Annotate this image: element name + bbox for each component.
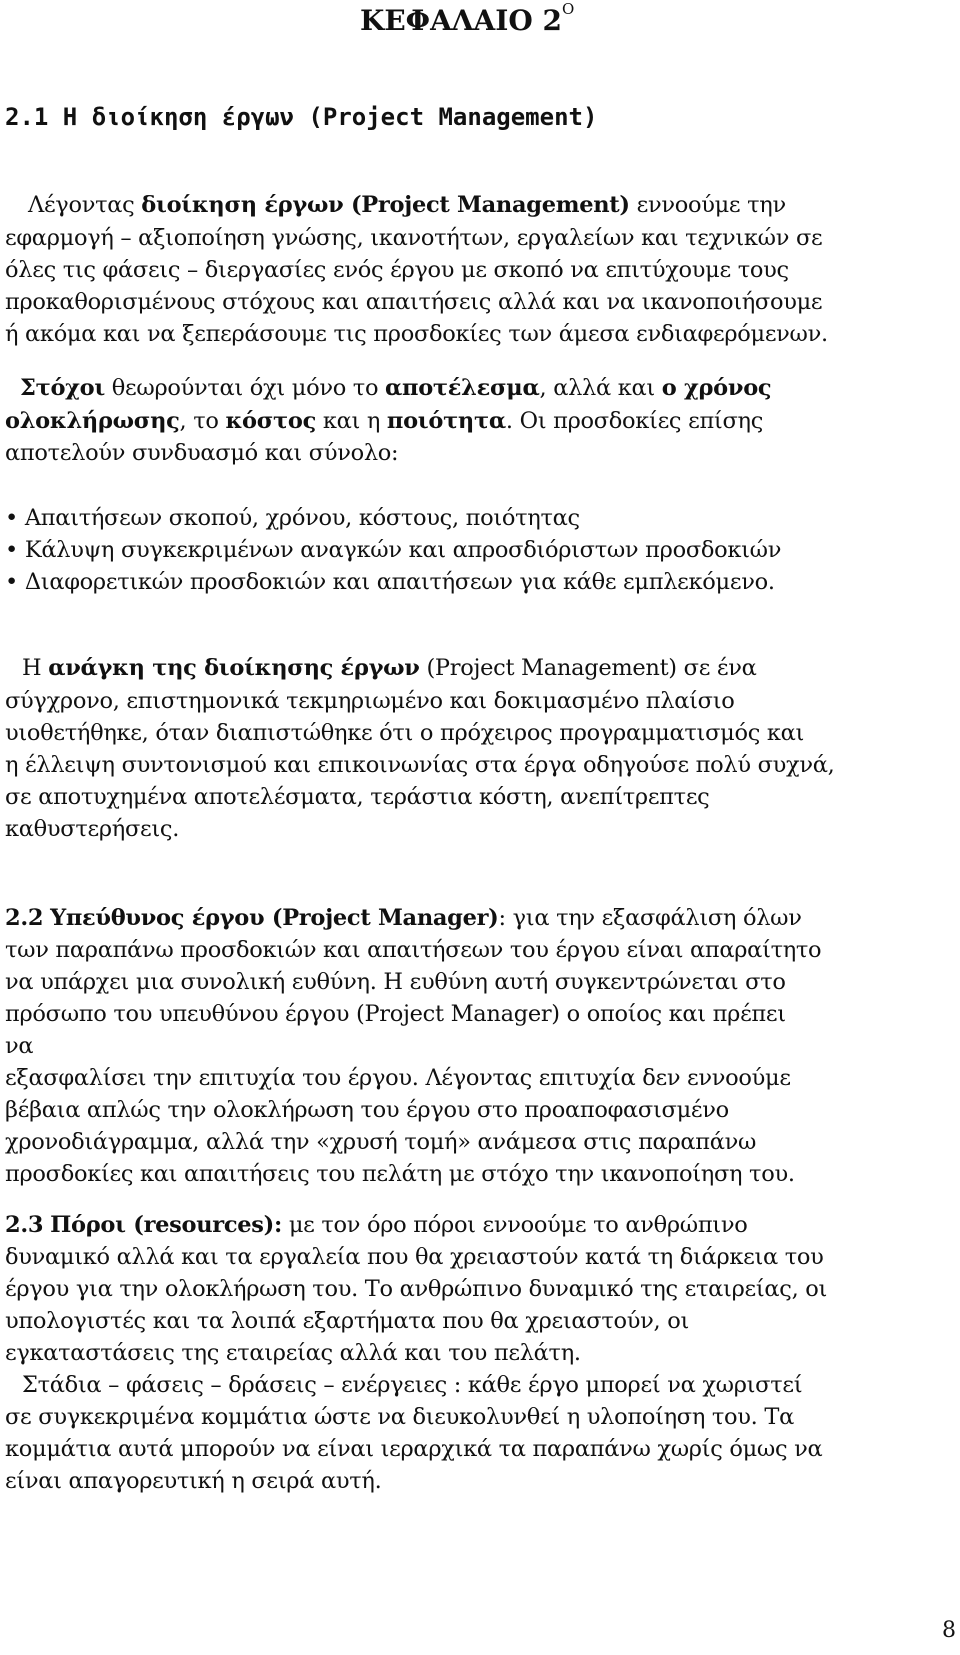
text: με τον όρο πόροι εννοούμε το ανθρώπινο bbox=[282, 1212, 748, 1238]
para1-line4: προκαθορισμένους στόχους και απαιτήσεις αλλά και να ικανοποιήσουμε bbox=[5, 289, 823, 315]
para3-line2: σύγχρονο, επιστημονικά τεκμηριωμένο και δοκιμασμένο πλαίσιο bbox=[5, 688, 735, 714]
bullet-item bbox=[5, 537, 781, 563]
text: , αλλά και bbox=[539, 375, 662, 401]
section-2-3-line7: σε συγκεκριμένα κομμάτια ώστε να διευκολυνθεί η υλοποίηση του. Τα bbox=[5, 1404, 794, 1430]
text: θεωρούνται όχι μόνο το bbox=[104, 375, 386, 401]
section-number: 2.3 bbox=[5, 1212, 44, 1238]
text: Η bbox=[22, 655, 49, 681]
bold-term: κόστος bbox=[225, 408, 316, 434]
para2-line3: αποτελούν συνδυασμό και σύνολο: bbox=[5, 440, 399, 466]
section-title: Υπεύθυνος έργου (Project Manager) bbox=[50, 905, 499, 931]
text: (Project Management) σε ένα bbox=[419, 655, 757, 681]
section-2-3-line4: υπολογιστές και τα λοιπά εξαρτήματα που θα χρειαστούν, οι bbox=[5, 1308, 689, 1334]
para2-line1 bbox=[20, 375, 771, 401]
bullet-icon: • bbox=[5, 569, 18, 595]
text: εννοούμε την bbox=[629, 192, 786, 218]
text: . Οι προσδοκίες επίσης bbox=[505, 408, 763, 434]
bold-term: ποιότητα bbox=[386, 408, 506, 434]
page-number: 8 bbox=[942, 1618, 956, 1643]
para3-line6: καθυστερήσεις. bbox=[5, 816, 180, 842]
section-number: 2.2 bbox=[5, 905, 44, 931]
section-2-2-line9: προσδοκίες και απαιτήσεις του πελάτη με στόχο την ικανοποίηση του. bbox=[5, 1161, 795, 1187]
section-title: Πόροι (resources): bbox=[50, 1212, 282, 1238]
bold-term: ανάγκη της διοίκησης έργων bbox=[48, 655, 420, 681]
para3-line3: υιοθετήθηκε, όταν διαπιστώθηκε ότι ο πρόχειρος προγραμματισμός και bbox=[5, 720, 805, 746]
text: , το bbox=[179, 408, 226, 434]
section-2-3-line8: κομμάτια αυτά μπορούν να είναι ιεραρχικά τα παραπάνω χωρίς όμως να bbox=[5, 1436, 823, 1462]
section-2-3-line3: έργου για την ολοκλήρωση του. Το ανθρώπινο δυναμικό της εταιρείας, οι bbox=[5, 1276, 828, 1302]
section-2-1-title: 2.1 Η διοίκηση έργων (Project Management) bbox=[5, 103, 598, 131]
para1-line1 bbox=[28, 192, 786, 218]
text: : για την εξασφάλιση όλων bbox=[498, 905, 802, 931]
bullet-icon: • bbox=[5, 537, 18, 563]
para3-line1 bbox=[22, 655, 757, 681]
chapter-superscript: Ο bbox=[561, 0, 575, 18]
bold-term: διοίκηση έργων (Project Management) bbox=[141, 192, 630, 218]
para1-line3: όλες τις φάσεις – διεργασίες ενός έργου με σκοπό να επιτύχουμε τους bbox=[5, 257, 789, 283]
section-2-2-line5: να bbox=[5, 1033, 34, 1059]
bullet-text: Κάλυψη συγκεκριμένων αναγκών και απροσδιόριστων προσδοκιών bbox=[24, 537, 782, 563]
bold-term: ο χρόνος bbox=[661, 375, 772, 401]
section-2-3-line9: είναι απαγορευτική η σειρά αυτή. bbox=[5, 1468, 382, 1494]
section-2-2-line7: βέβαια απλώς την ολοκλήρωση του έργου στο προαποφασισμένο bbox=[5, 1097, 729, 1123]
bold-term: αποτέλεσμα bbox=[385, 375, 540, 401]
para1-line5: ή ακόμα και να ξεπεράσουμε τις προσδοκίες των άμεσα ενδιαφερόμενων. bbox=[5, 321, 828, 347]
bullet-item bbox=[5, 569, 775, 595]
section-2-2-line3: να υπάρχει μια συνολική ευθύνη. Η ευθύνη αυτή συγκεντρώνεται στο bbox=[5, 969, 786, 995]
para3-line4: η έλλειψη συντονισμού και επικοινωνίας στα έργα οδηγούσε πολύ συχνά, bbox=[5, 752, 835, 778]
text: και η bbox=[316, 408, 387, 434]
bullet-text: Διαφορετικών προσδοκιών και απαιτήσεων για κάθε εμπλεκόμενο. bbox=[24, 569, 775, 595]
section-2-3-line1 bbox=[5, 1212, 747, 1238]
bold-term: Στόχοι bbox=[20, 375, 105, 401]
section-2-2-line1 bbox=[5, 905, 802, 931]
bold-term: ολοκλήρωσης bbox=[5, 408, 180, 434]
section-2-2-line2: των παραπάνω προσδοκιών και απαιτήσεων του έργου είναι απαραίτητο bbox=[5, 937, 822, 963]
section-2-3-line6: Στάδια – φάσεις – δράσεις – ενέργειες : κάθε έργο μπορεί να χωριστεί bbox=[22, 1372, 803, 1398]
section-2-2-line4: πρόσωπο του υπευθύνου έργου (Project Manager) ο οποίος και πρέπει bbox=[5, 1001, 786, 1027]
section-2-3-line2: δυναμικό αλλά και τα εργαλεία που θα χρειαστούν κατά τη διάρκεια του bbox=[5, 1244, 824, 1270]
chapter-title: ΚΕΦΑΛΑΙΟ 2 bbox=[360, 4, 562, 37]
section-2-2-line8: χρονοδιάγραμμα, αλλά την «χρυσή τομή» ανάμεσα στις παραπάνω bbox=[5, 1129, 757, 1155]
bullet-icon: • bbox=[5, 505, 18, 531]
section-2-3-line5: εγκαταστάσεις της εταιρείας αλλά και του πελάτη. bbox=[5, 1340, 581, 1366]
text: Λέγοντας bbox=[28, 192, 142, 218]
bullet-text: Απαιτήσεων σκοπού, χρόνου, κόστους, ποιότητας bbox=[24, 505, 580, 531]
section-2-2-line6: εξασφαλίσει την επιτυχία του έργου. Λέγοντας επιτυχία δεν εννοούμε bbox=[5, 1065, 791, 1091]
bullet-item bbox=[5, 505, 580, 531]
para2-line2 bbox=[5, 408, 763, 434]
chapter-heading bbox=[360, 0, 575, 37]
para3-line5: σε αποτυχημένα αποτελέσματα, τεράστια κόστη, ανεπίτρεπτες bbox=[5, 784, 710, 810]
para1-line2: εφαρμογή – αξιοποίηση γνώσης, ικανοτήτων, εργαλείων και τεχνικών σε bbox=[5, 225, 823, 251]
